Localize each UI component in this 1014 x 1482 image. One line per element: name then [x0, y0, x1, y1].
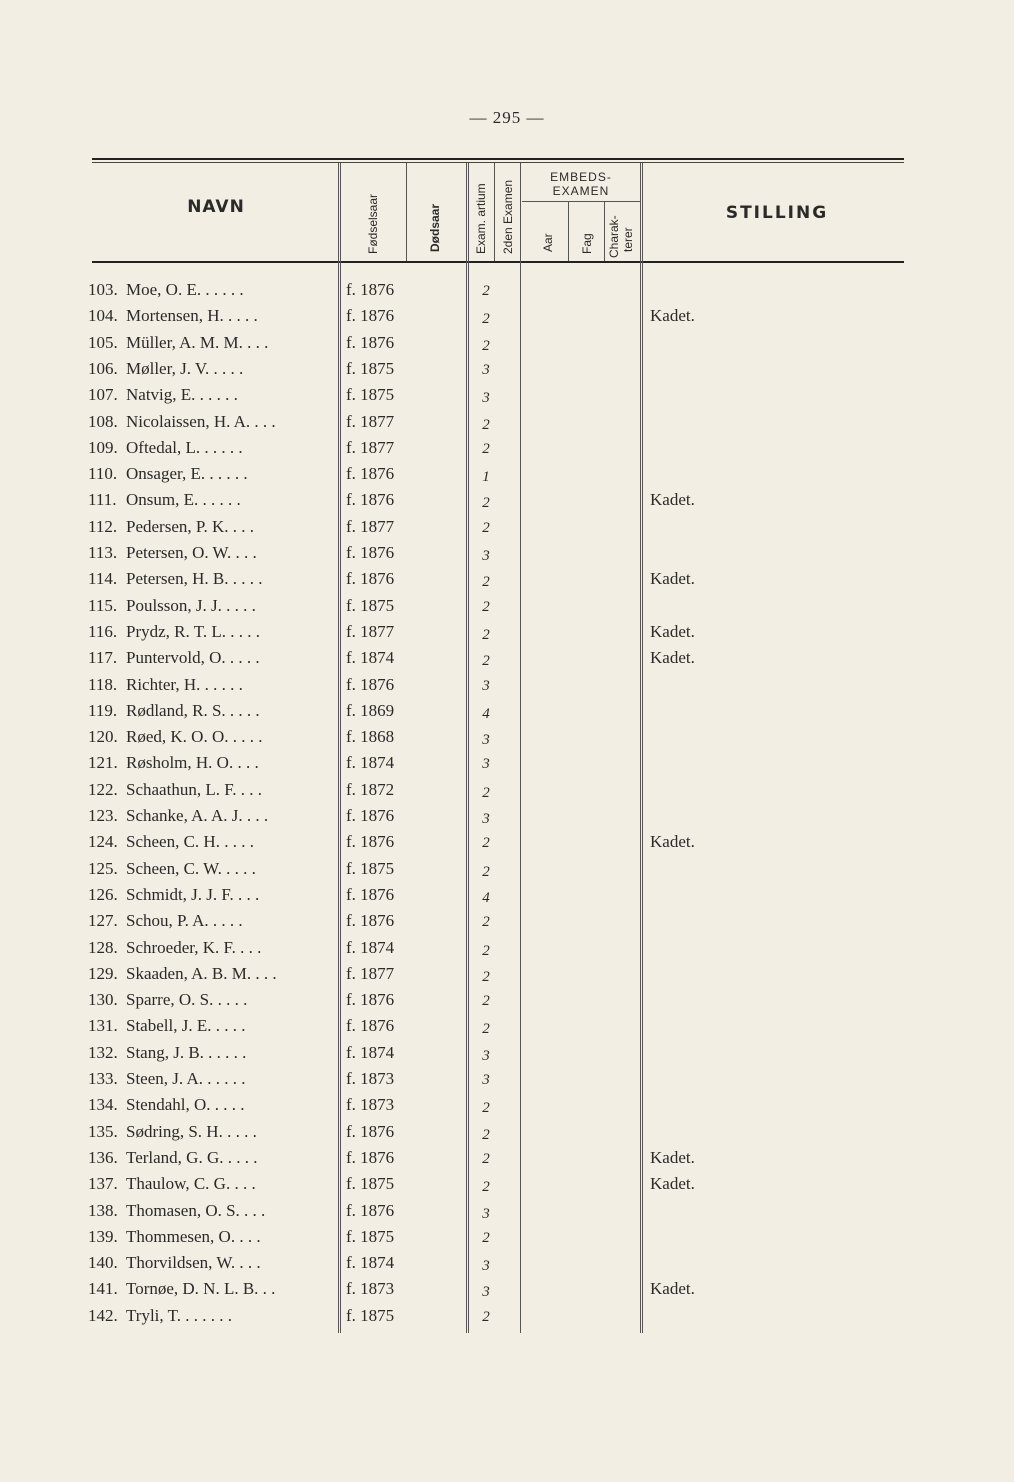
row-exam-artium: 2: [482, 993, 490, 1010]
header-embeds-line2: EXAMEN: [552, 184, 610, 198]
table-row: [0, 464, 1014, 490]
row-exam-artium: 2: [482, 416, 490, 433]
row-name: Stabell, J. E. . . . .: [126, 1016, 246, 1036]
row-name: Skaaden, A. B. M. . . .: [126, 963, 277, 983]
row-exam-artium: 2: [482, 968, 490, 985]
row-exam-artium: 3: [482, 756, 490, 773]
row-exam-artium: 3: [482, 1047, 490, 1064]
row-number: 111.: [88, 490, 117, 510]
row-number: 126.: [88, 884, 118, 904]
row-number: 142.: [88, 1305, 118, 1325]
row-exam-artium: 3: [482, 1072, 490, 1088]
row-number: 104.: [88, 306, 118, 326]
row-number: 108.: [88, 411, 118, 431]
row-birth-year: f. 1877: [346, 963, 395, 983]
row-name: Røed, K. O. O. . . . .: [126, 727, 263, 747]
table-row: [0, 1095, 1014, 1121]
row-name: Schaathun, L. F. . . .: [126, 779, 263, 799]
row-birth-year: f. 1876: [346, 464, 395, 484]
header-stilling: STILLING: [725, 203, 829, 223]
row-name: Rødland, R. S. . . . .: [126, 700, 260, 720]
row-number: 121.: [88, 753, 118, 773]
row-number: 124.: [88, 832, 118, 852]
table-row: [0, 596, 1014, 622]
row-name: Schanke, A. A. J. . . .: [126, 806, 269, 825]
col-sep-born-death: [406, 163, 407, 261]
col-sep-fag-charak: [604, 202, 605, 261]
row-exam-artium: 2: [482, 1150, 490, 1167]
row-birth-year: f. 1877: [346, 437, 395, 457]
row-birth-year: f. 1873: [346, 1069, 395, 1088]
row-birth-year: f. 1876: [346, 911, 395, 931]
row-number: 134.: [88, 1095, 118, 1115]
row-birth-year: f. 1876: [346, 306, 395, 326]
row-exam-artium: 3: [482, 811, 490, 827]
row-number: 122.: [88, 779, 118, 799]
row-exam-artium: 4: [482, 889, 490, 906]
table-row: [0, 1253, 1014, 1279]
row-exam-artium: 2: [482, 653, 490, 670]
table-row: [0, 569, 1014, 595]
row-exam-artium: 2: [482, 1308, 490, 1325]
row-stilling: Kadet.: [650, 832, 695, 852]
table-row: [0, 1227, 1014, 1253]
col-sep-aar-fag: [568, 202, 569, 261]
row-name: Onsager, E. . . . . .: [126, 464, 248, 484]
row-number: 130.: [88, 990, 118, 1010]
row-number: 131.: [88, 1016, 118, 1036]
table-row: [0, 622, 1014, 648]
table-row: [0, 1148, 1014, 1174]
row-birth-year: f. 1876: [346, 1200, 395, 1220]
row-name: Petersen, O. W. . . .: [126, 543, 257, 562]
row-birth-year: f. 1876: [346, 280, 395, 299]
row-number: 125.: [88, 858, 118, 878]
table-row: [0, 385, 1014, 411]
row-name: Schou, P. A. . . . .: [126, 911, 243, 931]
row-number: 127.: [88, 911, 118, 931]
row-number: 110.: [88, 464, 118, 484]
row-name: Tornøe, D. N. L. B. . .: [126, 1279, 276, 1299]
row-exam-artium: 2: [482, 1179, 490, 1196]
row-birth-year: f. 1876: [346, 1016, 395, 1036]
row-name: Nicolaissen, H. A. . . .: [126, 411, 276, 431]
row-exam-artium: 3: [482, 548, 490, 564]
row-stilling: Kadet.: [650, 306, 695, 326]
row-exam-artium: 3: [482, 1258, 490, 1275]
row-name: Sødring, S. H. . . . .: [126, 1121, 257, 1141]
row-exam-artium: 2: [482, 784, 490, 801]
row-birth-year: f. 1869: [346, 700, 395, 720]
row-birth-year: f. 1877: [346, 411, 395, 431]
table-row: [0, 1306, 1014, 1332]
header-navn: NAVN: [187, 197, 245, 217]
table-row: [0, 648, 1014, 674]
table-row: [0, 412, 1014, 438]
row-birth-year: f. 1876: [346, 1121, 395, 1141]
row-name: Natvig, E. . . . . .: [126, 385, 238, 405]
row-birth-year: f. 1873: [346, 1095, 395, 1115]
table-row: [0, 333, 1014, 359]
row-number: 117.: [88, 648, 118, 668]
row-number: 139.: [88, 1226, 118, 1246]
row-exam-artium: 2: [482, 337, 490, 354]
row-exam-artium: 2: [482, 626, 490, 643]
table-row: [0, 938, 1014, 964]
row-stilling: Kadet.: [650, 1279, 695, 1299]
row-number: 129.: [88, 963, 118, 983]
row-birth-year: f. 1877: [346, 621, 395, 641]
table-row: [0, 517, 1014, 543]
row-birth-year: f. 1875: [346, 595, 395, 615]
row-birth-year: f. 1875: [346, 858, 395, 878]
row-exam-artium: 2: [482, 835, 490, 852]
row-name: Prydz, R. T. L. . . . .: [126, 621, 260, 641]
row-exam-artium: 1: [482, 469, 490, 486]
row-birth-year: f. 1876: [346, 569, 395, 589]
row-exam-artium: 2: [482, 574, 490, 591]
header-fag: Fag: [580, 233, 594, 254]
row-number: 141.: [88, 1279, 118, 1299]
table-row: [0, 1174, 1014, 1200]
table-row: [0, 675, 1014, 701]
row-name: Müller, A. M. M. . . .: [126, 332, 269, 352]
row-exam-artium: 2: [482, 1126, 490, 1143]
row-name: Røsholm, H. O. . . .: [126, 753, 259, 773]
row-name: Stendahl, O. . . . .: [126, 1095, 245, 1115]
table-row: [0, 964, 1014, 990]
row-birth-year: f. 1875: [346, 1226, 395, 1246]
row-birth-year: f. 1876: [346, 884, 395, 904]
row-number: 112.: [88, 516, 118, 536]
table-row: [0, 1043, 1014, 1069]
row-birth-year: f. 1876: [346, 332, 395, 352]
row-exam-artium: 3: [482, 677, 490, 694]
table-row: [0, 806, 1014, 832]
row-exam-artium: 3: [482, 1205, 490, 1222]
row-name: Schroeder, K. F. . . .: [126, 937, 262, 957]
row-number: 135.: [88, 1121, 118, 1141]
row-birth-year: f. 1876: [346, 543, 395, 562]
table-row: [0, 1016, 1014, 1042]
row-exam-artium: 2: [482, 1100, 490, 1117]
row-name: Thomasen, O. S. . . .: [126, 1200, 266, 1220]
table-row: [0, 859, 1014, 885]
row-number: 140.: [88, 1253, 118, 1273]
row-birth-year: f. 1875: [346, 1305, 395, 1325]
row-name: Thorvildsen, W. . . .: [126, 1253, 261, 1273]
row-birth-year: f. 1876: [346, 674, 395, 694]
row-name: Thommesen, O. . . .: [126, 1226, 261, 1246]
row-birth-year: f. 1876: [346, 990, 395, 1010]
row-exam-artium: 3: [482, 732, 490, 749]
table-row: [0, 1122, 1014, 1148]
page-number: — 295 —: [469, 108, 545, 127]
table-row: [0, 1201, 1014, 1227]
row-number: 106.: [88, 358, 118, 378]
row-birth-year: f. 1876: [346, 806, 395, 825]
header-dodsaar: Dødsaar: [428, 203, 442, 252]
row-name: Oftedal, L. . . . . .: [126, 437, 243, 457]
row-name: Stang, J. B. . . . . .: [126, 1042, 247, 1062]
row-number: 120.: [88, 727, 118, 747]
row-stilling: Kadet.: [650, 621, 695, 641]
header-exam-artium: Exam. artium: [474, 183, 488, 254]
table-row: [0, 359, 1014, 385]
table-row: [0, 832, 1014, 858]
row-number: 138.: [88, 1200, 118, 1220]
row-stilling: Kadet.: [650, 569, 695, 589]
row-number: 113.: [88, 543, 118, 562]
row-birth-year: f. 1875: [346, 385, 395, 405]
row-exam-artium: 3: [482, 1284, 490, 1301]
table-top-rule-thin: [92, 162, 904, 163]
table-row: [0, 306, 1014, 332]
table-row: [0, 701, 1014, 727]
row-birth-year: f. 1874: [346, 753, 395, 773]
row-name: Scheen, C. H. . . . .: [126, 832, 254, 852]
row-birth-year: f. 1874: [346, 937, 395, 957]
header-2den-examen: 2den Examen: [501, 179, 515, 254]
row-number: 137.: [88, 1174, 118, 1194]
row-name: Mortensen, H. . . . .: [126, 306, 258, 326]
row-number: 105.: [88, 332, 118, 352]
table-row: [0, 990, 1014, 1016]
row-exam-artium: 3: [482, 390, 490, 407]
row-name: Pedersen, P. K. . . .: [126, 516, 254, 536]
row-name: Steen, J. A. . . . . .: [126, 1069, 246, 1088]
row-number: 133.: [88, 1069, 118, 1088]
row-birth-year: f. 1877: [346, 516, 395, 536]
row-exam-artium: 2: [482, 519, 490, 536]
row-name: Puntervold, O. . . . .: [126, 648, 260, 668]
table-row: [0, 885, 1014, 911]
header-embeds: [520, 170, 642, 198]
row-exam-artium: 2: [482, 1229, 490, 1246]
row-name: Moe, O. E. . . . . .: [126, 280, 244, 299]
row-name: Thaulow, C. G. . . .: [126, 1174, 256, 1194]
row-birth-year: f. 1876: [346, 832, 395, 852]
row-name: Tryli, T. . . . . . .: [126, 1305, 232, 1325]
row-number: 132.: [88, 1042, 118, 1062]
row-stilling: Kadet.: [650, 1147, 695, 1167]
row-name: Møller, J. V. . . . .: [126, 358, 244, 378]
row-exam-artium: 2: [482, 440, 490, 457]
row-number: 119.: [88, 700, 118, 720]
row-birth-year: f. 1874: [346, 648, 395, 668]
row-number: 128.: [88, 937, 118, 957]
row-name: Schmidt, J. J. F. . . .: [126, 884, 260, 904]
row-number: 103.: [88, 280, 118, 299]
header-fodselsaar: Fødselsaar: [366, 193, 380, 254]
row-exam-artium: 2: [482, 311, 490, 328]
table-header-rule: [92, 261, 904, 263]
col-sep-exam-2den: [494, 163, 495, 261]
header-aar: Aar: [541, 233, 555, 252]
row-exam-artium: 3: [482, 361, 490, 378]
row-stilling: Kadet.: [650, 1174, 695, 1194]
table-row: [0, 1069, 1014, 1095]
row-name: Petersen, H. B. . . . .: [126, 569, 263, 589]
row-stilling: Kadet.: [650, 648, 695, 668]
row-exam-artium: 2: [482, 283, 490, 299]
row-birth-year: f. 1872: [346, 779, 395, 799]
row-number: 109.: [88, 437, 118, 457]
row-number: 114.: [88, 569, 118, 589]
row-birth-year: f. 1875: [346, 358, 395, 378]
header-embeds-line1: EMBEDS-: [550, 170, 612, 184]
table-row: [0, 280, 1014, 306]
row-stilling: Kadet.: [650, 490, 695, 510]
row-name: Richter, H. . . . . .: [126, 674, 243, 694]
table-row: [0, 753, 1014, 779]
row-birth-year: f. 1876: [346, 490, 395, 510]
row-exam-artium: 2: [482, 914, 490, 931]
row-name: Poulsson, J. J. . . . .: [126, 595, 256, 615]
row-number: 118.: [88, 674, 118, 694]
table-row: [0, 438, 1014, 464]
row-exam-artium: 4: [482, 705, 490, 722]
row-exam-artium: 2: [482, 598, 490, 615]
row-number: 115.: [88, 595, 118, 615]
row-number: 136.: [88, 1147, 118, 1167]
row-name: Terland, G. G. . . . .: [126, 1147, 258, 1167]
header-embeds-rule: [522, 201, 640, 202]
row-birth-year: f. 1874: [346, 1253, 395, 1273]
table-row: [0, 1279, 1014, 1305]
row-birth-year: f. 1876: [346, 1147, 395, 1167]
header-terer: terer: [621, 227, 635, 252]
table-row: [0, 911, 1014, 937]
row-birth-year: f. 1875: [346, 1174, 395, 1194]
row-exam-artium: 2: [482, 942, 490, 959]
header-charak: Charak-: [607, 215, 621, 258]
row-exam-artium: 2: [482, 1021, 490, 1038]
row-name: Onsum, E. . . . . .: [126, 490, 241, 510]
row-name: Sparre, O. S. . . . .: [126, 990, 248, 1010]
table-row: [0, 727, 1014, 753]
table-row: [0, 780, 1014, 806]
row-birth-year: f. 1873: [346, 1279, 395, 1299]
table-row: [0, 490, 1014, 516]
row-birth-year: f. 1874: [346, 1042, 395, 1062]
row-number: 116.: [88, 621, 118, 641]
row-number: 123.: [88, 806, 118, 825]
table-row: [0, 543, 1014, 569]
row-number: 107.: [88, 385, 118, 405]
row-exam-artium: 2: [482, 495, 490, 512]
row-exam-artium: 2: [482, 863, 490, 880]
table-top-rule: [92, 158, 904, 160]
row-birth-year: f. 1868: [346, 727, 395, 747]
row-name: Scheen, C. W. . . . .: [126, 858, 256, 878]
